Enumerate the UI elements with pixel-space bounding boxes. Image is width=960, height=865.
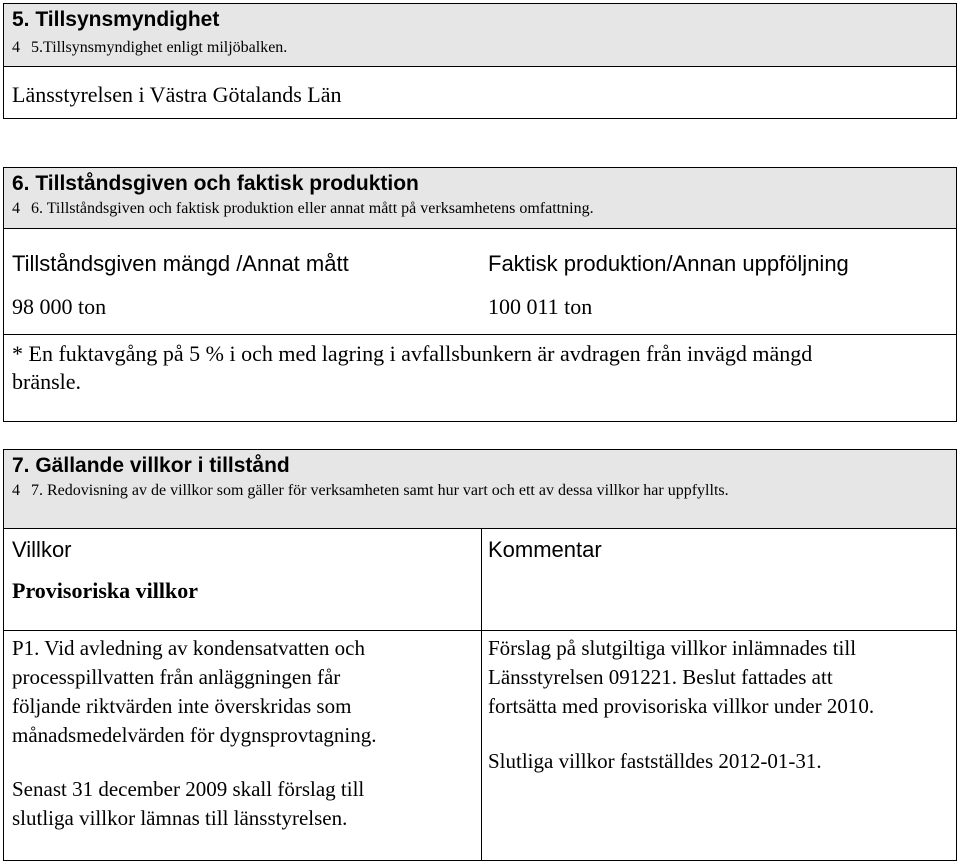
section-6-instruction: 6. Tillståndsgiven och faktisk produktion eller annat mått på verksamhetens omfattning. [31,200,594,217]
p1-condition-text [12,634,377,750]
final-conditions-comment: Slutliga villkor fastställdes 2012-01-31. [488,749,822,773]
section-5-instruction: 5.Tillsynsmyndighet enligt miljöbalken. [31,39,288,56]
production-table [3,228,957,335]
section-6-instruction-number: 4 [12,200,20,217]
p1-comment-text [488,634,874,721]
permitted-amount-header: Tillståndsgiven mängd /Annat mått [12,251,349,276]
conditions-table-row-divider [4,630,956,631]
conditions-table [3,528,957,861]
moisture-note-line-1: * En fuktavgång på 5 % i och med lagring i avfallsbunkern är avdragen från invägd mängd [12,341,813,366]
supervisory-authority-value: Länsstyrelsen i Västra Götalands Län [12,82,342,107]
section-5-value-box [3,66,957,119]
p1-deadline-text [12,775,364,833]
p1-line: processpillvatten från anläggningen får [12,665,341,689]
section-6-header [3,167,957,229]
moisture-note-box [3,334,957,422]
comment-line: Förslag på slutgiltiga villkor inlämnades till [488,636,857,660]
section-5-header [3,3,957,67]
moisture-note-line-2: bränsle. [12,369,82,394]
p1-deadline-line: slutliga villkor lämnas till länsstyrelsen. [12,806,348,830]
p1-line: månadsmedelvärden för dygnsprovtagning. [12,723,377,747]
conditions-table-column-divider [481,529,482,860]
provisional-conditions-subheading: Provisoriska villkor [12,578,198,603]
section-5-instruction-number: 4 [12,39,20,56]
section-7-header [3,449,957,529]
villkor-column-header: Villkor [12,537,72,562]
section-7-heading: 7. Gällande villkor i tillstånd [12,454,290,477]
permitted-amount-value: 98 000 ton [12,294,107,319]
section-6-heading: 6. Tillståndsgiven och faktisk produktion [12,172,419,195]
p1-line: P1. Vid avledning av kondensatvatten och [12,636,365,660]
p1-line: följande riktvärden inte överskridas som [12,694,352,718]
section-5-heading: 5. Tillsynsmyndighet [12,8,220,31]
comment-line: fortsätta med provisoriska villkor under 2010. [488,694,875,718]
p1-deadline-line: Senast 31 december 2009 skall förslag till [12,777,365,801]
section-7-instruction: 7. Redovisning av de villkor som gäller för verksamheten samt hur vart och ett av dessa villkor har uppfyllts. [31,482,729,499]
kommentar-column-header: Kommentar [488,537,602,562]
actual-production-value: 100 011 ton [488,294,593,319]
comment-line: Länsstyrelsen 091221. Beslut fattades att [488,665,833,689]
section-7-instruction-number: 4 [12,482,20,499]
actual-production-header: Faktisk produktion/Annan uppföljning [488,251,849,276]
